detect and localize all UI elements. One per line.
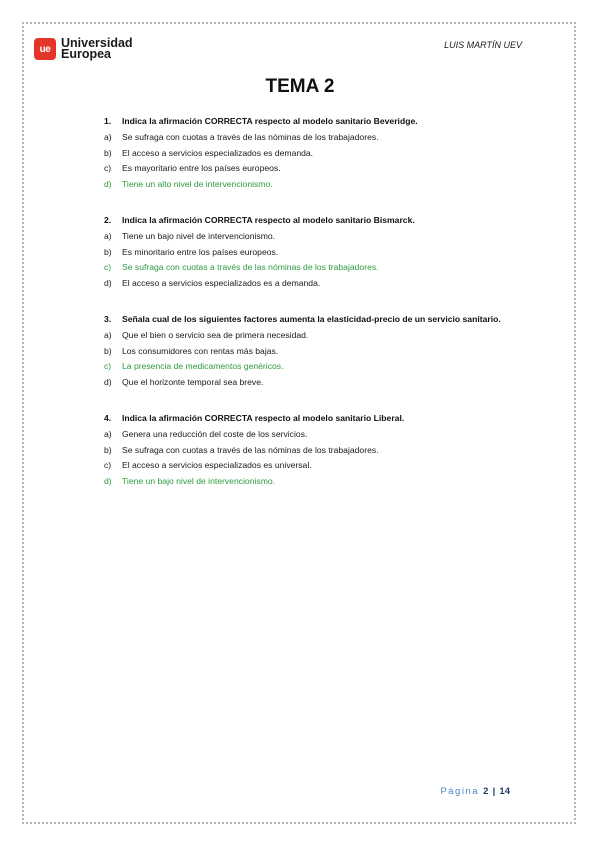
- option-letter: d): [104, 376, 112, 387]
- correct-answer-option: [104, 177, 524, 193]
- option-letter: b): [104, 345, 112, 356]
- option-text: Tiene un bajo nivel de intervencionismo.: [122, 475, 276, 486]
- question-heading: [104, 213, 524, 227]
- question-number: 4.: [104, 413, 112, 423]
- page-total: 14: [499, 786, 510, 797]
- option-letter: a): [104, 429, 112, 439]
- option-letter: d): [104, 277, 112, 288]
- option-text: El acceso a servicios especializados es universal.: [122, 460, 312, 470]
- answer-option: [104, 130, 524, 146]
- answer-option: [104, 427, 524, 443]
- option-letter: c): [104, 262, 112, 272]
- question-heading: [104, 114, 524, 128]
- option-text: Que el horizonte temporal sea breve.: [122, 376, 264, 387]
- option-text: Es mayoritario entre los países europeos.: [122, 163, 281, 173]
- page-number: [440, 786, 510, 797]
- option-letter: b): [104, 246, 112, 257]
- questions-list: [104, 114, 524, 510]
- author-header: LUIS MARTÍN UEV: [444, 40, 522, 50]
- question-text: Indica la afirmación CORRECTA respecto al modelo sanitario Beveridge.: [122, 116, 418, 126]
- question-text: Indica la afirmación CORRECTA respecto al modelo sanitario Bismarck.: [122, 215, 415, 225]
- option-text: Tiene un bajo nivel de intervencionismo.: [122, 231, 276, 241]
- correct-answer-option: [104, 474, 524, 490]
- page-label: Página: [440, 786, 480, 797]
- question-text: Indica la afirmación CORRECTA respecto al modelo sanitario Liberal.: [122, 413, 405, 423]
- answer-option: [104, 245, 524, 261]
- page-separator: |: [492, 786, 496, 797]
- option-text: Los consumidores con rentas más bajas.: [122, 345, 279, 356]
- option-text: Tiene un alto nivel de intervencionismo.: [122, 178, 273, 189]
- option-letter: b): [104, 147, 112, 158]
- question-number: 3.: [104, 314, 112, 324]
- answer-option: [104, 161, 524, 177]
- option-text: La presencia de medicamentos genéricos.: [122, 361, 284, 371]
- answer-option: [104, 276, 524, 292]
- question-3: [104, 312, 524, 390]
- option-text: El acceso a servicios especializados es a demanda.: [122, 277, 321, 288]
- option-letter: d): [104, 475, 112, 486]
- ue-logo-icon: ue: [34, 38, 56, 60]
- answer-option: [104, 443, 524, 459]
- option-text: Que el bien o servicio sea de primera necesidad.: [122, 330, 309, 340]
- option-text: Se sufraga con cuotas a través de las nóminas de los trabajadores.: [122, 444, 379, 455]
- option-letter: c): [104, 460, 112, 470]
- question-2: [104, 213, 524, 291]
- answer-option: [104, 344, 524, 360]
- answer-option: [104, 146, 524, 162]
- option-text: El acceso a servicios especializados es demanda.: [122, 147, 314, 158]
- option-text: Se sufraga con cuotas a través de las nóminas de los trabajadores.: [122, 262, 379, 272]
- option-text: Es minoritario entre los países europeos.: [122, 246, 279, 257]
- logo-line-1: Universidad: [61, 36, 133, 50]
- option-text: Genera una reducción del coste de los servicios.: [122, 429, 308, 439]
- question-heading: [104, 411, 524, 425]
- option-letter: c): [104, 163, 112, 173]
- question-4: [104, 411, 524, 489]
- option-letter: a): [104, 132, 112, 142]
- question-1: [104, 114, 524, 192]
- university-logo: [34, 38, 133, 60]
- question-number: 1.: [104, 116, 112, 126]
- option-letter: a): [104, 231, 112, 241]
- option-letter: d): [104, 178, 112, 189]
- question-text: Señala cual de los siguientes factores aumenta la elasticidad-precio de un servicio sanitario.: [122, 314, 501, 324]
- option-text: Se sufraga con cuotas a través de las nóminas de los trabajadores.: [122, 132, 379, 142]
- page-current: 2: [483, 786, 489, 797]
- option-letter: a): [104, 330, 112, 340]
- page-title: TEMA 2: [265, 76, 335, 97]
- correct-answer-option: [104, 260, 524, 276]
- logo-wordmark: [61, 38, 133, 60]
- question-heading: [104, 312, 524, 326]
- answer-option: [104, 375, 524, 391]
- logo-line-2: Europea: [61, 47, 112, 61]
- option-letter: c): [104, 361, 112, 371]
- answer-option: [104, 229, 524, 245]
- answer-option: [104, 458, 524, 474]
- option-letter: b): [104, 444, 112, 455]
- question-number: 2.: [104, 215, 112, 225]
- answer-option: [104, 328, 524, 344]
- correct-answer-option: [104, 359, 524, 375]
